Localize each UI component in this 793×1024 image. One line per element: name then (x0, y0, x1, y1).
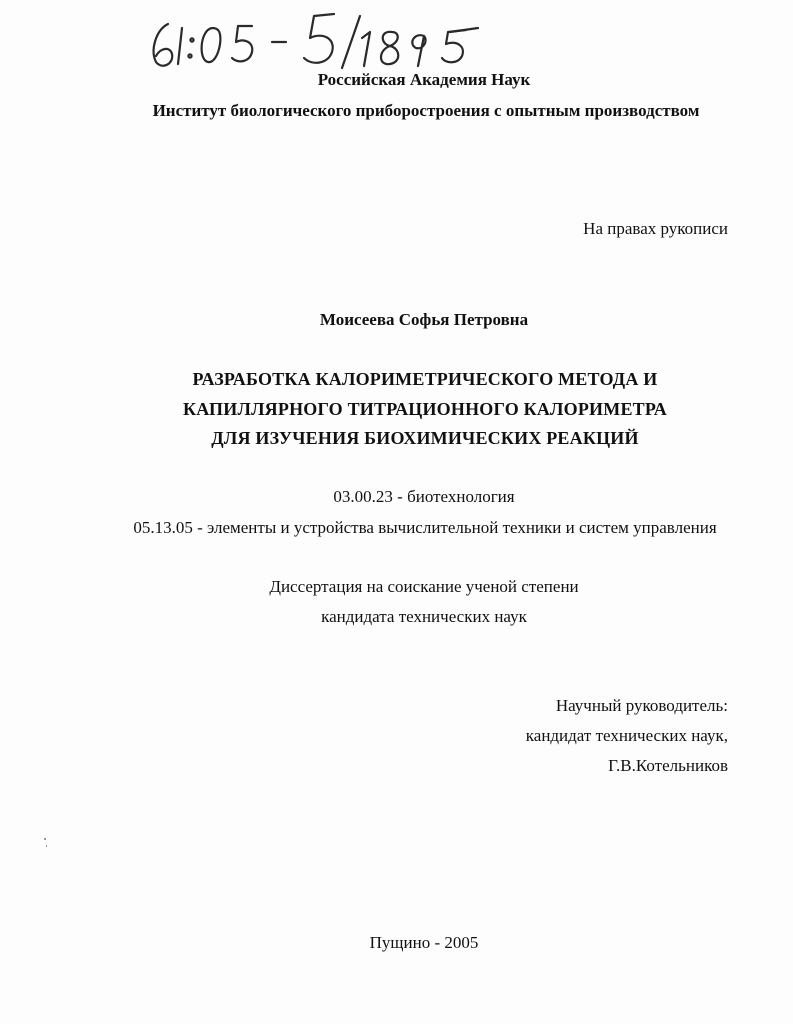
institute-name: Институт биологического приборостроения с опытным производством (152, 101, 700, 120)
scan-speck (46, 845, 47, 847)
thesis-title-line-3: ДЛЯ ИЗУЧЕНИЯ БИОХИМИЧЕСКИХ РЕАКЦИЙ (211, 428, 639, 448)
supervisor-label: Научный руководитель: (555, 696, 728, 715)
specialty-code-2: 05.13.05 - элементы и устройства вычислительной техники и систем управления (133, 518, 717, 537)
handwritten-code-drawing (148, 6, 488, 76)
handwritten-catalog-code (148, 6, 488, 76)
manuscript-rights-note: На правах рукописи (583, 219, 728, 238)
dissertation-degree-line-1: Диссертация на соискание ученой степени (269, 577, 579, 596)
dissertation-degree-line-2: кандидата технических наук (321, 607, 527, 626)
thesis-title-line-2: КАПИЛЛЯРНОГО ТИТРАЦИОННОГО КАЛОРИМЕТРА (183, 399, 667, 419)
organization-name: Российская Академия Наук (317, 70, 531, 89)
place-and-year: Пущино - 2005 (369, 933, 479, 952)
scan-speck (44, 838, 46, 840)
author-name: Моисеева Софья Петровна (319, 310, 529, 329)
specialty-code-1: 03.00.23 - биотехнология (333, 487, 515, 506)
supervisor-name: Г.В.Котельников (608, 756, 728, 775)
thesis-title-line-1: РАЗРАБОТКА КАЛОРИМЕТРИЧЕСКОГО МЕТОДА И (192, 369, 658, 389)
supervisor-degree: кандидат технических наук, (525, 726, 728, 745)
